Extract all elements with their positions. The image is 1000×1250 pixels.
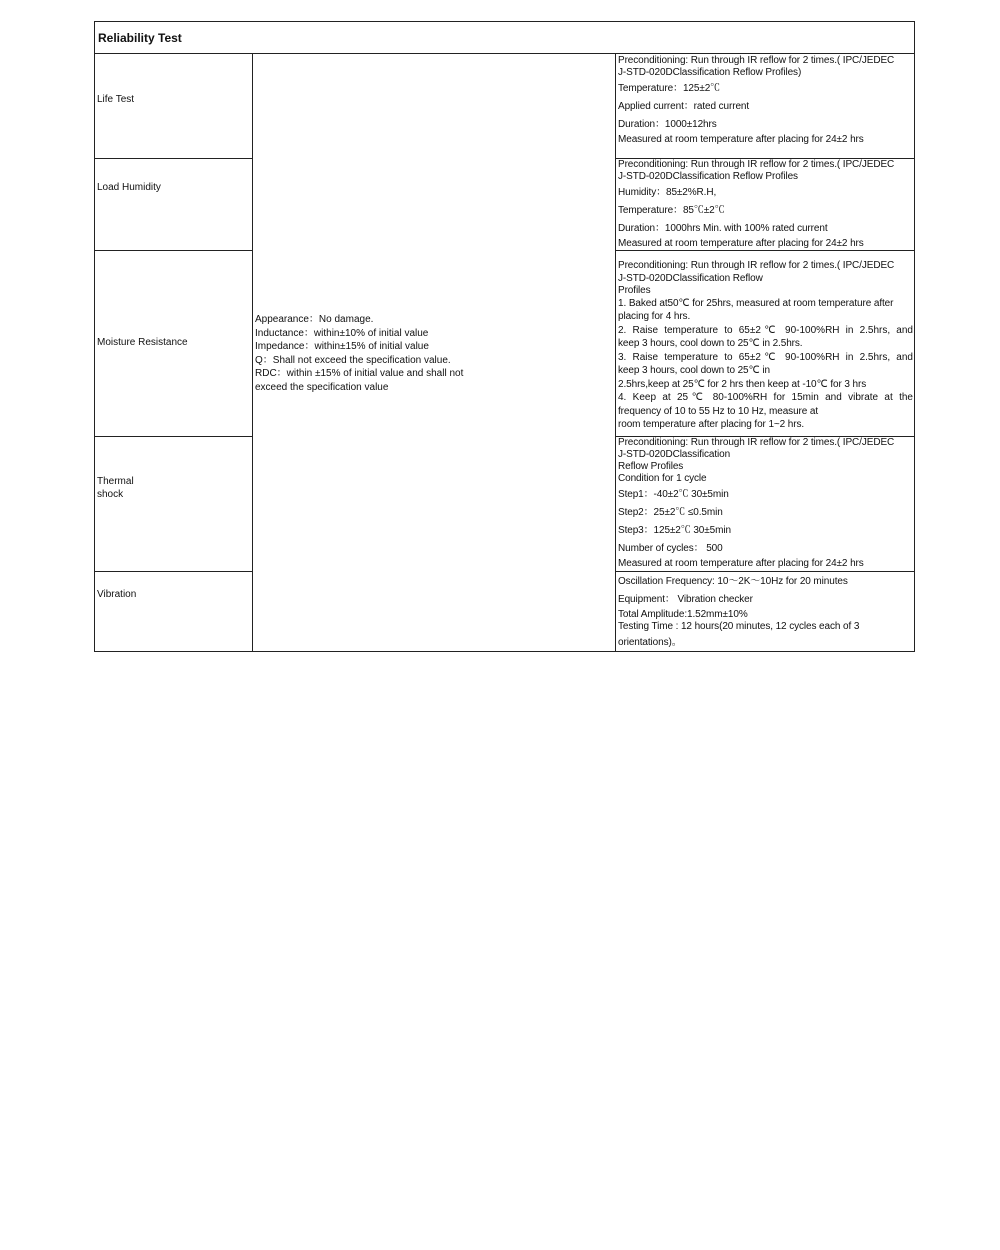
test-name-life: Life Test [97, 94, 135, 105]
condition-line: Preconditioning: Run through IR reflow for 2 times.( IPC/JEDEC [618, 55, 895, 66]
table-title: Reliability Test [98, 31, 182, 45]
condition-line: Applied current：rated current [618, 101, 750, 112]
conditions-vibration [618, 576, 913, 649]
condition-line: Preconditioning: Run through IR reflow for 2 times.( IPC/JEDEC [618, 260, 895, 271]
criteria-line: Inductance：within±10% of initial value [255, 327, 429, 339]
condition-line: 1. Baked at50℃ for 25hrs, measured at room temperature after [618, 297, 894, 309]
condition-line: Preconditioning: Run through IR reflow for 2 times.( IPC/JEDEC [618, 437, 895, 448]
column-divider-criteria-conditions [615, 54, 616, 651]
test-name-thermal-shock [97, 476, 247, 501]
condition-line: J-STD-020DClassification [618, 449, 731, 460]
test-name-line: shock [97, 488, 124, 500]
condition-line: Equipment： Vibration checker [618, 594, 753, 605]
conditions-thermal-shock [618, 437, 913, 570]
row-divider [95, 158, 253, 159]
condition-line: Step2：25±2℃ ≤0.5min [618, 507, 723, 518]
row-divider [95, 436, 253, 437]
conditions-load-humidity [618, 159, 913, 250]
condition-line: Duration：1000hrs Min. with 100% rated current [618, 223, 828, 234]
test-name-load-humidity: Load Humidity [97, 182, 161, 193]
condition-line: 3. Raise temperature to 65±2℃ 90-100%RH in 2.5hrs, and [618, 351, 913, 363]
condition-line: Duration：1000±12hrs [618, 119, 717, 130]
condition-line: Total Amplitude:1.52mm±10% [618, 609, 748, 620]
condition-line: J-STD-020DClassification Reflow Profiles) [618, 67, 802, 78]
condition-line: keep 3 hours, cool down to 25℃ in [618, 365, 770, 376]
condition-line: Testing Time : 12 hours(20 minutes, 12 cycles each of 3 [618, 621, 860, 632]
row-divider [615, 250, 914, 251]
reliability-test-table [94, 21, 915, 652]
condition-line: Temperature：85℃±2℃ [618, 205, 725, 216]
condition-line: Humidity：85±2%R.H, [618, 187, 717, 198]
row-divider [95, 250, 253, 251]
condition-line: Preconditioning: Run through IR reflow for 2 times.( IPC/JEDEC [618, 159, 895, 170]
condition-line: 2.5hrs,keep at 25℃ for 2 hrs then keep at -10℃ for 3 hrs [618, 378, 867, 390]
test-name-line: Thermal [97, 476, 134, 487]
condition-line: Reflow Profiles [618, 461, 684, 472]
column-divider-name-criteria [252, 54, 253, 651]
condition-line: Oscillation Frequency: 10～2K～10Hz for 20 minutes [618, 576, 848, 587]
criteria-line: Q：Shall not exceed the specification value. [255, 354, 451, 366]
row-divider [615, 571, 914, 572]
condition-line: keep 3 hours, cool down to 25℃ in 2.5hrs. [618, 338, 803, 349]
condition-line: 4. Keep at 25℃ 80-100%RH for 15min and vibrate at the [618, 392, 913, 403]
conditions-moisture-resistance [618, 260, 913, 432]
condition-line: Step3：125±2℃ 30±5min [618, 525, 731, 536]
condition-line: Step1：-40±2℃ 30±5min [618, 489, 729, 500]
condition-line: Measured at room temperature after placing for 24±2 hrs [618, 238, 864, 249]
condition-line: J-STD-020DClassification Reflow [618, 272, 763, 284]
condition-line: Temperature：125±2℃ [618, 83, 721, 94]
criteria-line: exceed the specification value [255, 381, 389, 393]
criteria-line: Appearance：No damage. [255, 314, 374, 325]
table-title-row [95, 22, 914, 54]
test-name-moisture-resistance: Moisture Resistance [97, 337, 188, 348]
condition-line: Number of cycles： 500 [618, 543, 723, 554]
criteria-line: RDC：within ±15% of initial value and shall not [255, 368, 464, 380]
condition-line: room temperature after placing for 1~2 hrs. [618, 419, 805, 430]
condition-line: Measured at room temperature after placing for 24±2 hrs [618, 134, 864, 145]
condition-line: Condition for 1 cycle [618, 473, 707, 484]
conditions-life-test [618, 55, 913, 146]
condition-line: 2. Raise temperature to 65±2℃ 90-100%RH in 2.5hrs, and [618, 324, 913, 336]
condition-line: frequency of 10 to 55 Hz to 10 Hz, measure at [618, 405, 819, 417]
acceptance-criteria [255, 313, 490, 395]
condition-line: J-STD-020DClassification Reflow Profiles [618, 171, 798, 182]
test-name-vibration: Vibration [97, 589, 137, 600]
condition-line: Measured at room temperature after placing for 24±2 hrs [618, 558, 864, 569]
condition-line: orientations)。 [618, 637, 682, 648]
criteria-line: Impedance：within±15% of initial value [255, 341, 429, 353]
row-divider [95, 571, 253, 572]
condition-line: Profiles [618, 285, 651, 296]
condition-line: placing for 4 hrs. [618, 311, 691, 322]
